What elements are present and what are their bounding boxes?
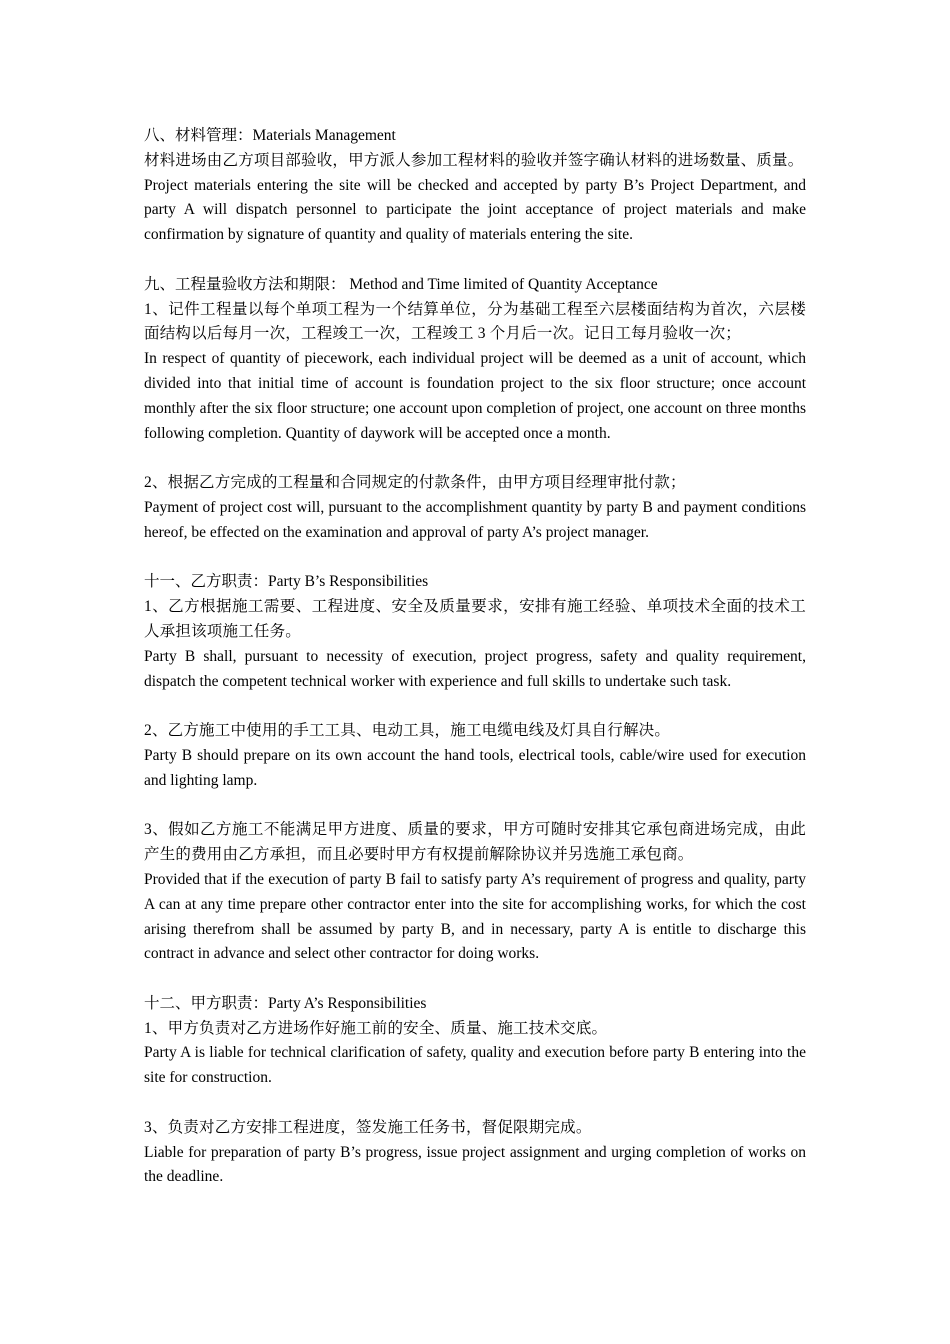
english-paragraph: Payment of project cost will, pursuant to the accomplishment quantity by party B and payment conditions hereof, be effected on the examination and approval of party A’s project manager. [144, 498, 806, 541]
chinese-paragraph: 2、根据乙方完成的工程量和合同规定的付款条件，由甲方项目经理审批付款； [144, 474, 686, 492]
paragraph-gap [144, 446, 806, 471]
section-party-b-responsibilities [144, 570, 806, 967]
chinese-paragraph: 2、乙方施工中使用的手工工具、电动工具，施工电缆电线及灯具自行解决。 [144, 722, 671, 740]
section-heading: 十二、甲方职责：Party A’s Responsibilities [144, 994, 427, 1012]
english-paragraph: Liable for preparation of party B’s progress, issue project assignment and urging completion of works on the deadline. [144, 1143, 806, 1186]
chinese-paragraph: 1、记件工程量以每个单项工程为一个结算单位，分为基础工程至六层楼面结构为首次，六层楼面结构以后每月一次，工程竣工一次，工程竣工 3 个月后一次。记日工每月验收一次； [144, 300, 806, 343]
section-heading: 十一、乙方职责：Party B’s Responsibilities [144, 573, 429, 591]
section-materials-management [144, 124, 806, 248]
paragraph-gap [144, 694, 806, 719]
english-paragraph: Project materials entering the site will be checked and accepted by party B’s Project Department, and party A will dispatch personnel to participate the joint acceptance of project materials and make confirmation by signature of quantity and quality of materials entering the site. [144, 176, 806, 244]
chinese-paragraph: 1、乙方根据施工需要、工程进度、安全及质量要求，安排有施工经验、单项技术全面的技术工人承担该项施工任务。 [144, 598, 806, 640]
paragraph-gap [144, 1091, 806, 1116]
document-page [144, 124, 806, 1215]
english-paragraph: Party B shall, pursuant to necessity of execution, project progress, safety and quality requirement, dispatch the competent technical worker with experience and full skills to undertake such task. [144, 647, 806, 690]
english-paragraph: Party A is liable for technical clarification of safety, quality and execution before party B entering into the site for construction. [144, 1044, 806, 1087]
section-heading: 八、材料管理：Materials Management [144, 127, 396, 144]
section-quantity-acceptance [144, 273, 806, 546]
chinese-paragraph: 材料进场由乙方项目部验收，甲方派人参加工程材料的验收并签字确认材料的进场数量、质量。 [144, 151, 804, 169]
section-party-a-responsibilities [144, 992, 806, 1190]
english-paragraph: In respect of quantity of piecework, each individual project will be deemed as a unit of account, which divided into that initial time of account is foundation project to the six floor structure; once account monthly after the six floor structure; one account upon completion of project, one account on three months following completion. Quantity of daywork will be accepted once a month. [144, 350, 806, 442]
section-heading: 九、工程量验收方法和期限： Method and Time limited of Quantity Acceptance [144, 275, 658, 293]
chinese-paragraph: 3、假如乙方施工不能满足甲方进度、质量的要求，甲方可随时安排其它承包商进场完成，由此产生的费用由乙方承担，而且必要时甲方有权提前解除协议并另选施工承包商。 [144, 821, 806, 864]
english-paragraph: Party B should prepare on its own account the hand tools, electrical tools, cable/wire used for execution and lighting lamp. [144, 746, 806, 789]
chinese-paragraph: 1、甲方负责对乙方进场作好施工前的安全、质量、施工技术交底。 [144, 1019, 608, 1037]
paragraph-gap [144, 794, 806, 819]
english-paragraph: Provided that if the execution of party B fail to satisfy party A’s requirement of progress and quality, party A can at any time prepare other contractor enter into the site for accomplishing works, for which the cost arising therefrom shall be assumed by party B, and in necessary, party A is entitle to discharge this contract in advance and select other contractor for doing works. [144, 870, 806, 963]
chinese-paragraph: 3、负责对乙方安排工程进度，签发施工任务书，督促限期完成。 [144, 1118, 592, 1136]
